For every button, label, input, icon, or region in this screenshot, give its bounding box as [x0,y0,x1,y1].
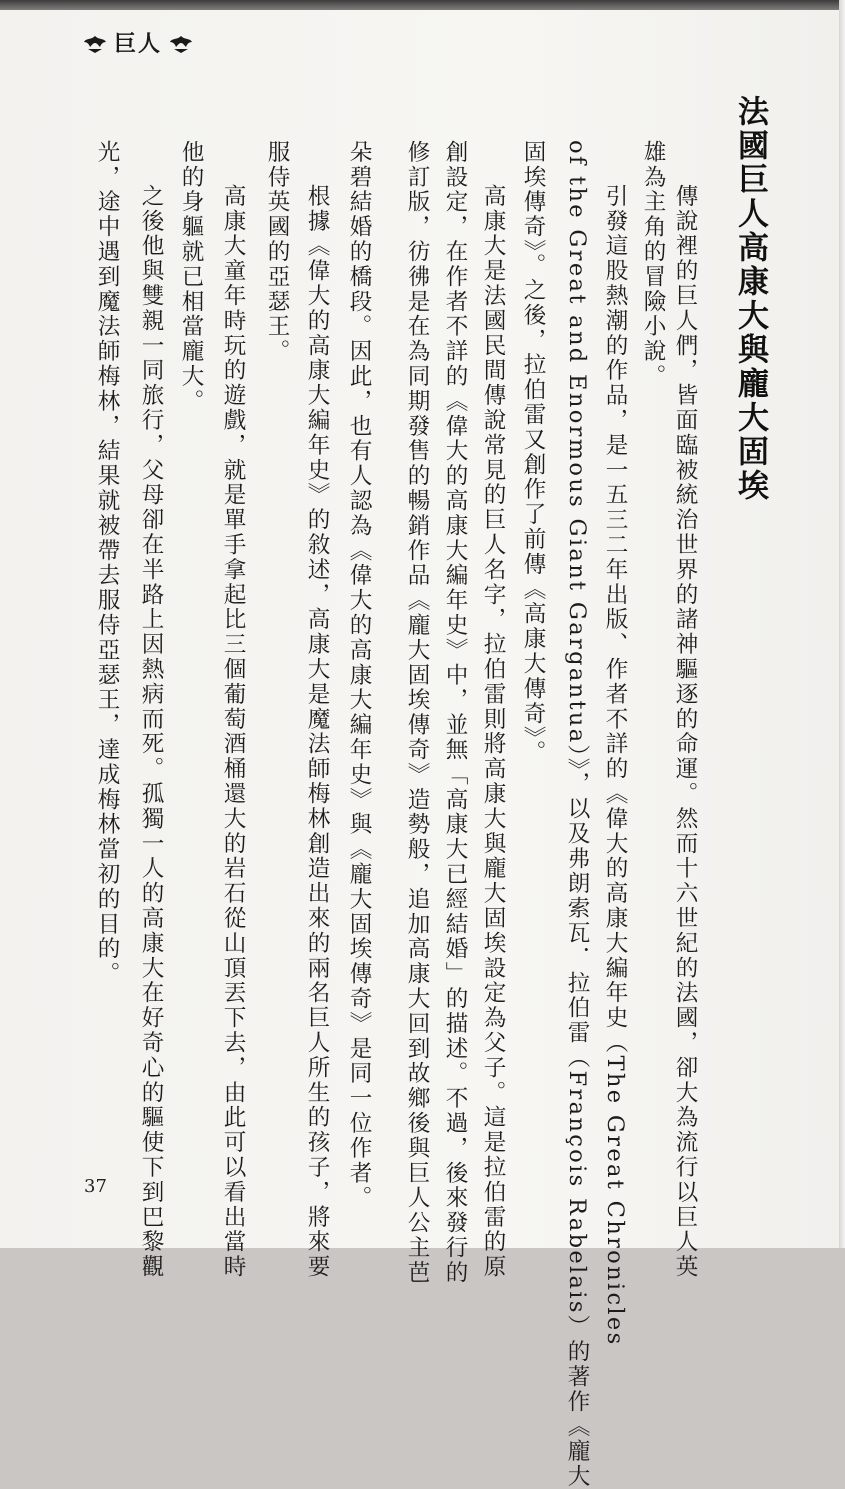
text-column: 固埃傳奇》。之後，拉伯雷又創作了前傳《高康大傳奇》。 [520,140,546,765]
text-column: 雄為主角的冒險小說。 [640,140,666,389]
text-column: 根據《偉大的高康大編年史》的敘述，高康大是魔法師梅林創造出來的兩名巨人所生的孩子，將來要 [304,184,330,1280]
page-number: 37 [84,1176,107,1197]
text-column: 朵碧結婚的橋段。因此，也有人認為《偉大的高康大編年史》與《龐大固埃傳奇》是同一位作者。 [346,140,372,1211]
text-column: 光，途中遇到魔法師梅林，結果就被帶去服侍亞瑟王，達成梅林當初的目的。 [94,140,120,987]
text-column: 他的身軀就已相當龐大。 [178,140,204,414]
text-column: of the Great and Enormous Giant Gargantua）》，以及弗朗索瓦．拉伯雷（François Rabelais）的著作《龐大 [564,140,590,1489]
running-header [82,30,194,58]
text-column: 引發這股熱潮的作品，是一五三二年出版、作者不詳的《偉大的高康大編年史（The Great Chronicles [602,184,628,1347]
text-column: 服侍英國的亞瑟王。 [264,140,290,365]
page-edge [839,0,845,1248]
text-column: 高康大童年時玩的遊戲，就是單手拿起比三個葡萄酒桶還大的岩石從山頂丟下去，由此可以看出當時 [220,184,246,1280]
text-column: 高康大是法國民間傳說常見的巨人名字，拉伯雷則將高康大與龐大固埃設定為父子。這是拉伯雷的原 [480,184,506,1280]
text-column: 創設定，在作者不詳的《偉大的高康大編年史》中，並無「高康大已經結婚」的描述。不過，後來發行的 [442,140,468,1286]
header-title: 巨人 [114,31,163,57]
text-column: 之後他與雙親一同旅行，父母卻在半路上因熱病而死。孤獨一人的高康大在好奇心的驅使下到巴黎觀 [138,184,164,1280]
text-column: 修訂版，彷彿是在為同期發售的暢銷作品《龐大固埃傳奇》造勢般，追加高康大回到故鄉後與巨人公主芭 [404,140,430,1286]
ornament-icon [82,34,108,54]
ornament-icon [168,34,194,54]
text-column: 傳說裡的巨人們，皆面臨被統治世界的諸神驅逐的命運。然而十六世紀的法國，卻大為流行以巨人英 [672,184,698,1280]
section-title: 法國巨人高康大與龐大固埃 [732,95,768,503]
